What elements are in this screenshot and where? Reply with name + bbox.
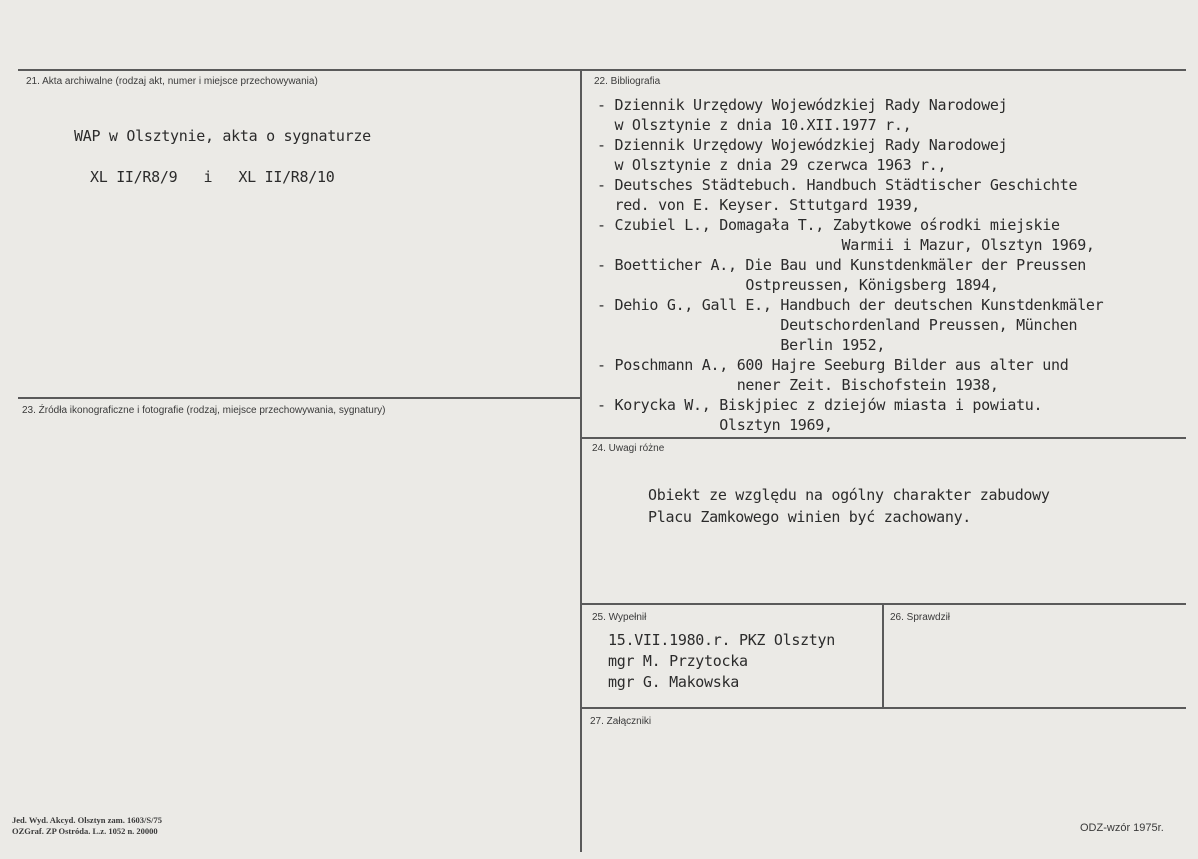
- section-24-line-2: Placu Zamkowego winien być zachowany.: [648, 508, 972, 526]
- section-25-line-3: mgr G. Makowska: [608, 673, 739, 691]
- top-rule: [18, 69, 1186, 71]
- printer-imprint-line-2: OZGraf. ZP Ostróda. L.z. 1052 n. 20000: [12, 826, 158, 836]
- bibliography-line: - Deutsches Städtebuch. Handbuch Städtischer Geschichte: [597, 176, 1078, 194]
- section-23-label: 23. Źródła ikonograficzne i fotografie (rodzaj, miejsce przechowywania, sygnatury): [22, 405, 386, 416]
- bibliography-line: nener Zeit. Bischofstein 1938,: [597, 376, 999, 394]
- section-26-label: 26. Sprawdził: [890, 612, 951, 623]
- bibliography-line: w Olsztynie z dnia 10.XII.1977 r.,: [597, 116, 912, 134]
- section-25-label: 25. Wypełnił: [592, 612, 647, 623]
- rule-21-23: [18, 397, 580, 399]
- section-21-label: 21. Akta archiwalne (rodzaj akt, numer i miejsce przechowywania): [26, 76, 318, 87]
- bibliography-line: Olsztyn 1969,: [597, 416, 833, 434]
- rule-25-27: [582, 707, 1186, 709]
- bibliography-line: Berlin 1952,: [597, 336, 886, 354]
- section-25-line-1: 15.VII.1980.r. PKZ Olsztyn: [608, 631, 836, 649]
- printer-imprint-line-1: Jed. Wyd. Akcyd. Olsztyn zam. 1603/S/75: [12, 815, 162, 825]
- bibliography-line: - Dehio G., Gall E., Handbuch der deutschen Kunstdenkmäler: [597, 296, 1104, 314]
- form-id: ODZ-wzór 1975r.: [1080, 822, 1164, 834]
- rule-24-25: [582, 603, 1186, 605]
- bibliography-line: - Boetticher A., Die Bau und Kunstdenkmäler der Preussen: [597, 256, 1086, 274]
- section-27-label: 27. Załączniki: [590, 716, 652, 727]
- divider-25-26: [882, 605, 884, 707]
- bibliography-line: - Korycka W., Biskjpiec z dziejów miasta i powiatu.: [597, 396, 1043, 414]
- bibliography-line: - Czubiel L., Domagała T., Zabytkowe ośrodki miejskie: [597, 216, 1060, 234]
- section-24-label: 24. Uwagi różne: [592, 443, 665, 454]
- bibliography-line: Ostpreussen, Königsberg 1894,: [597, 276, 999, 294]
- center-divider: [580, 70, 582, 852]
- bibliography-line: - Dziennik Urzędowy Wojewódzkiej Rady Narodowej: [597, 136, 1008, 154]
- rule-22-24: [582, 437, 1186, 439]
- section-21-line-2: XL II/R8/9 i XL II/R8/10: [90, 168, 335, 186]
- bibliography-line: - Dziennik Urzędowy Wojewódzkiej Rady Narodowej: [597, 96, 1008, 114]
- bibliography-line: Deutschordenland Preussen, München: [597, 316, 1078, 334]
- bibliography-line: red. von E. Keyser. Sttutgard 1939,: [597, 196, 921, 214]
- bibliography-line: w Olsztynie z dnia 29 czerwca 1963 r.,: [597, 156, 947, 174]
- bibliography-line: - Poschmann A., 600 Hajre Seeburg Bilder aus alter und: [597, 356, 1069, 374]
- section-24-line-1: Obiekt ze względu na ogólny charakter zabudowy: [648, 486, 1050, 504]
- section-25-line-2: mgr M. Przytocka: [608, 652, 748, 670]
- bibliography-line: Warmii i Mazur, Olsztyn 1969,: [597, 236, 1095, 254]
- section-22-label: 22. Bibliografia: [594, 76, 661, 87]
- section-21-line-1: WAP w Olsztynie, akta o sygnaturze: [74, 127, 371, 145]
